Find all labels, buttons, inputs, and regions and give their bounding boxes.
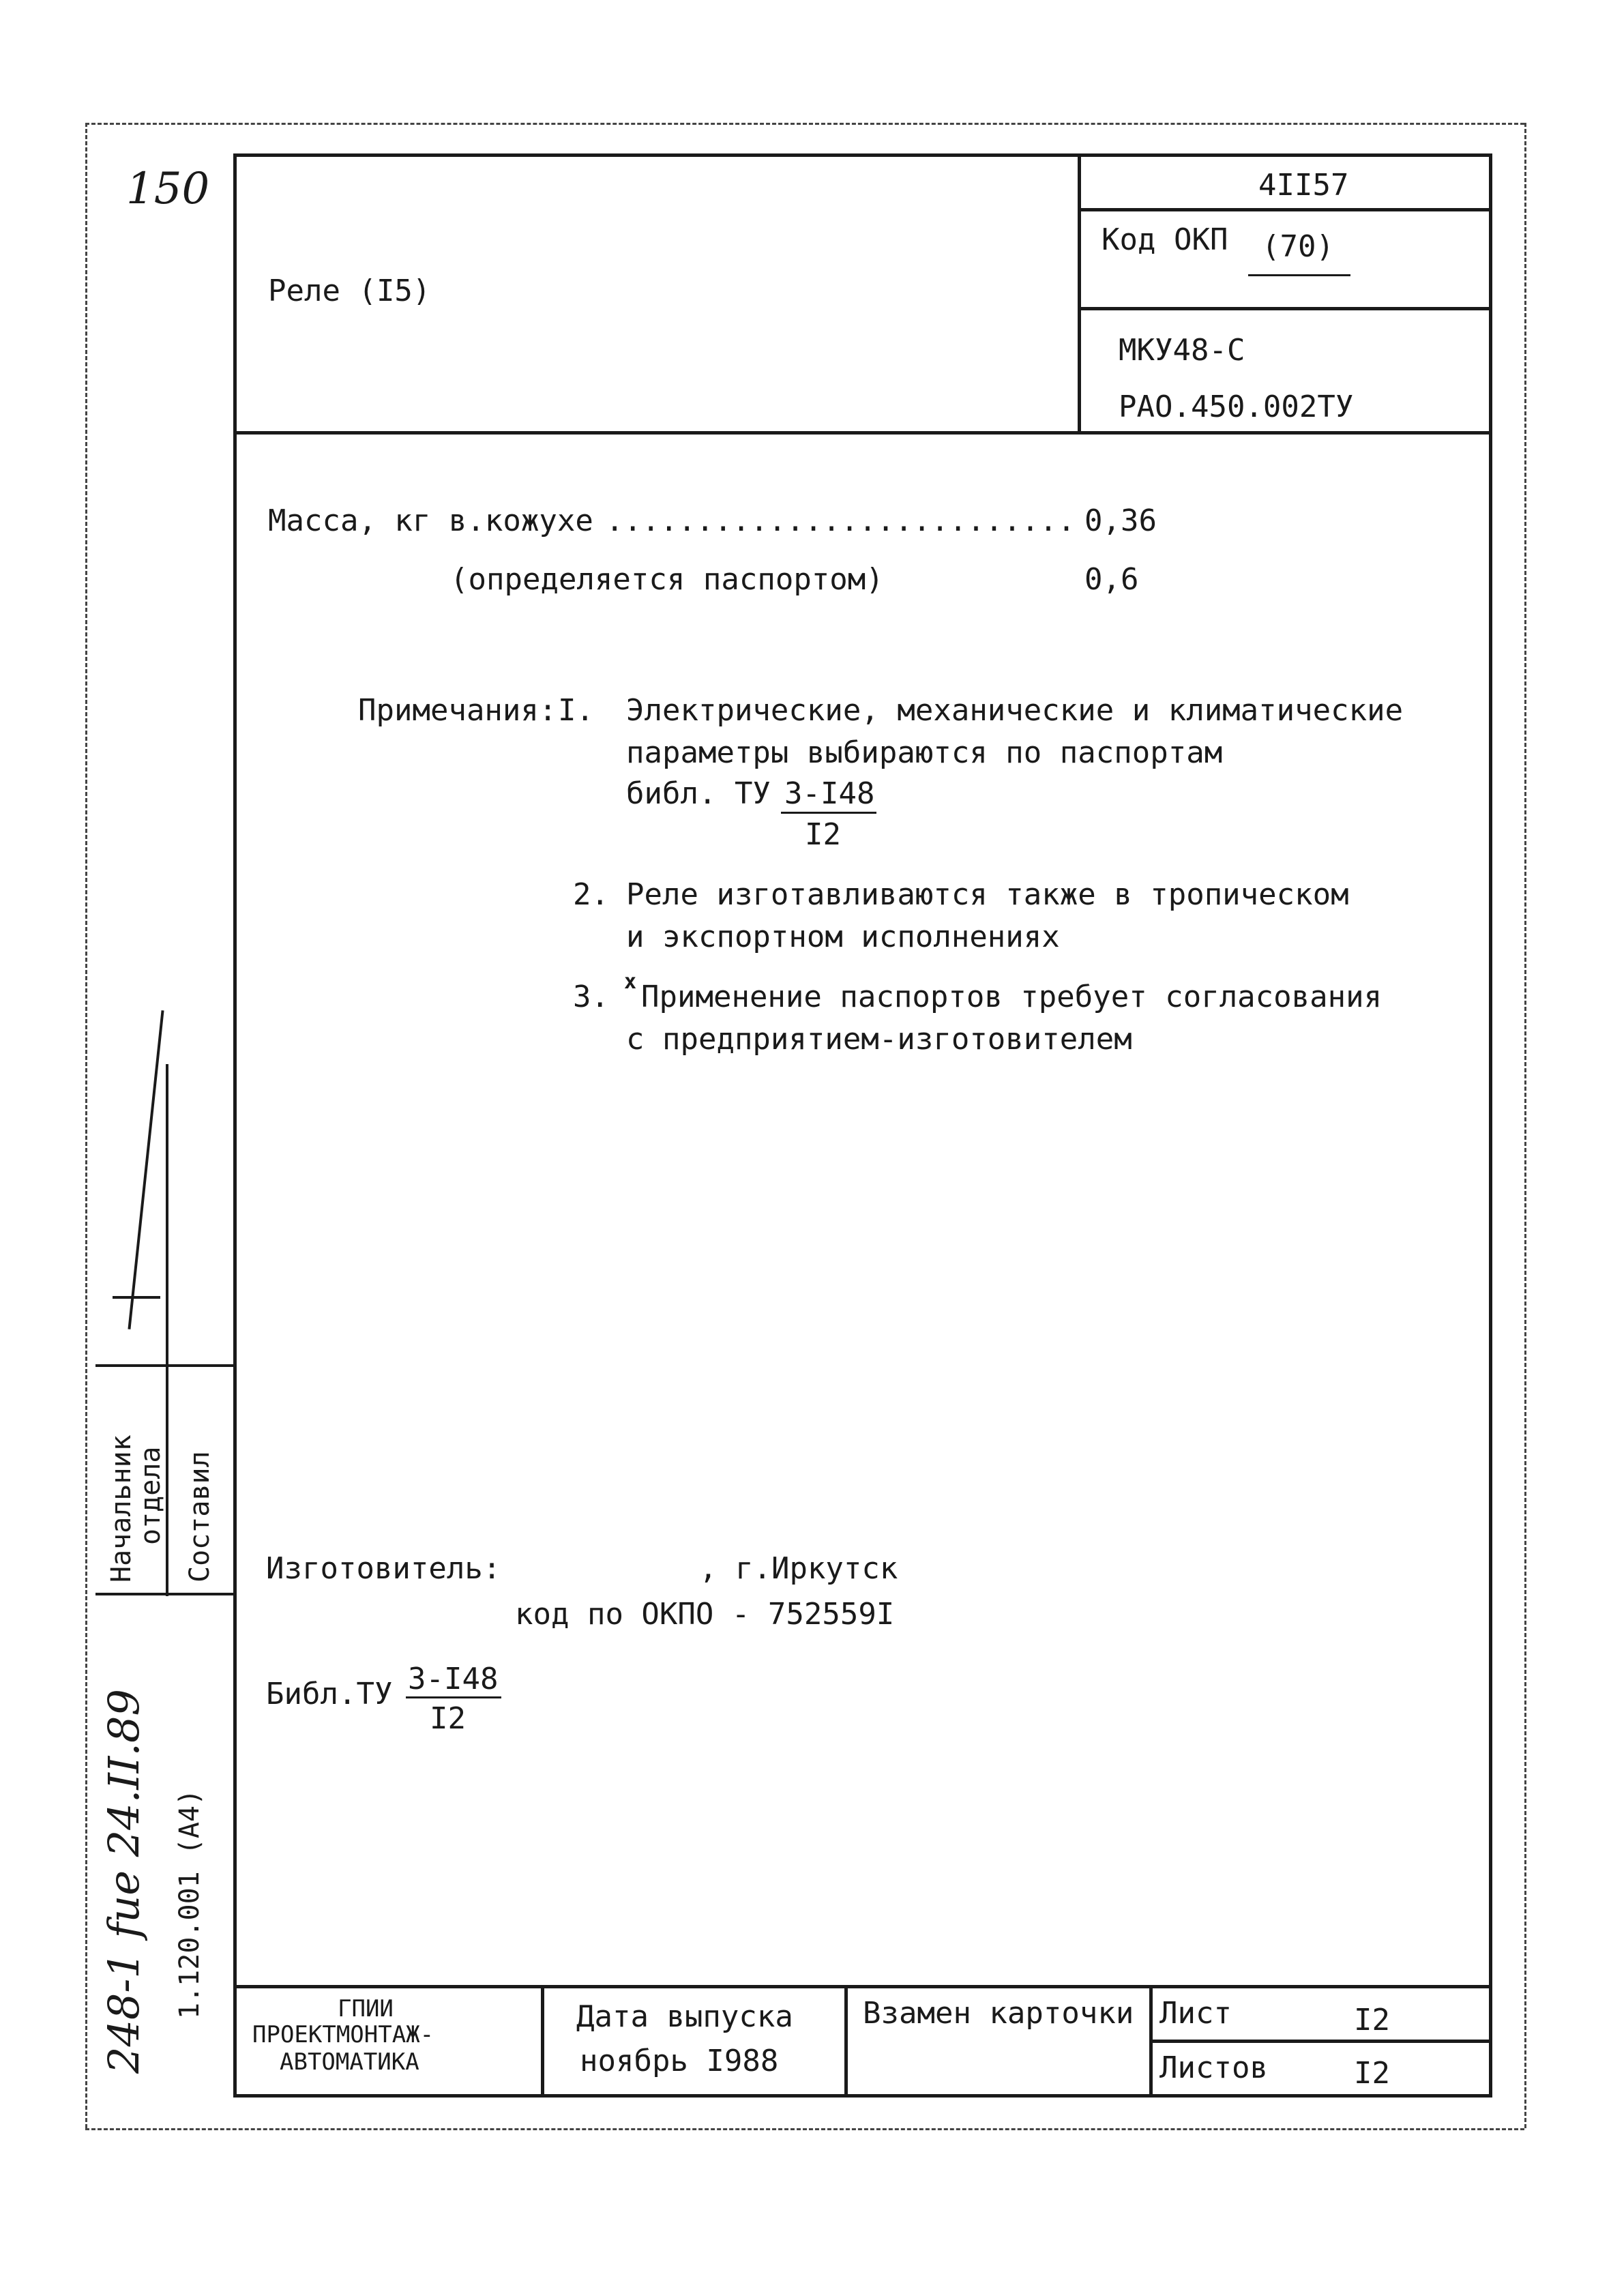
manufacturer-okpo: код по ОКПО - 752559I <box>515 1597 895 1632</box>
note-1-ref-numerator: 3-I48 <box>784 776 875 811</box>
side-handwritten-note: 248-1 fue 24.II.89 <box>99 1689 149 2074</box>
note-1-ref-prefix: библ. ТУ <box>626 776 771 811</box>
model: МКУ48-С <box>1119 333 1245 368</box>
frame-left <box>233 153 237 2098</box>
note-1-ref-denominator: I2 <box>805 817 841 852</box>
mass-leader: .......................... <box>606 503 1076 538</box>
note-3-line-1: Применение паспортов требует согласования <box>641 980 1383 1014</box>
margin-note: 150 <box>126 164 210 214</box>
side-line-bottom <box>95 1593 235 1595</box>
mass-value-2: 0,6 <box>1084 562 1139 597</box>
code-number: 4II57 <box>1258 168 1349 203</box>
okp-label: Код ОКП <box>1102 222 1228 257</box>
footer-divider-1 <box>541 1985 544 2098</box>
footer-sheet-value: I2 <box>1354 2003 1390 2037</box>
mass-note: (определяется паспортом) <box>450 562 884 597</box>
header-line-2 <box>1078 307 1492 310</box>
okp-value: (70) <box>1262 229 1334 264</box>
frame-right <box>1489 153 1492 2098</box>
note-2-line-1: Реле изготавливаются также в тропическом <box>626 877 1349 912</box>
footer-issue-label: Дата выпуска <box>576 1999 793 2034</box>
note-1-line-2: параметры выбираются по паспортам <box>626 735 1223 770</box>
footer-sheets-value: I2 <box>1354 2056 1390 2091</box>
note-2-number: 2. <box>573 877 609 912</box>
side-role-2: Составил <box>184 1451 216 1583</box>
note-3-line-2: с предприятием-изготовителем <box>626 1022 1132 1057</box>
side-handwritten-stroke <box>128 1010 164 1329</box>
side-role-1-line-2: отдела <box>135 1446 166 1545</box>
cut-line-left <box>85 123 87 2128</box>
tu-code: РАО.450.002ТУ <box>1119 389 1354 424</box>
frame-top <box>233 153 1492 157</box>
note-1-number: I. <box>558 693 594 728</box>
footer-sheets-label: Листов <box>1159 2050 1268 2085</box>
note-1-line-1: Электрические, механические и климатические <box>626 693 1404 728</box>
cut-line-bottom <box>85 2128 1524 2130</box>
footer-issue-date: ноябрь I988 <box>580 2044 779 2078</box>
footer-replace-label: Взамен карточки <box>863 1996 1134 2031</box>
footer-sheet-label: Лист <box>1159 1996 1232 2031</box>
notes-heading: Примечания: <box>358 693 557 728</box>
cut-line-top <box>85 123 1524 125</box>
side-role-1-line-1: Начальник <box>106 1434 137 1583</box>
header-line-1 <box>1078 208 1492 211</box>
footer-divider-2 <box>844 1985 848 2098</box>
header-divider <box>1078 153 1081 433</box>
library-numerator: 3-I48 <box>408 1662 499 1696</box>
library-fraction-bar <box>406 1696 501 1698</box>
header-title: Реле (I5) <box>268 274 431 308</box>
footer-org-line-3: АВТОМАТИКА <box>280 2048 419 2076</box>
note-1-fraction-bar <box>781 812 876 814</box>
footer-top-line <box>233 1985 1492 1988</box>
library-prefix: Библ.ТУ <box>266 1677 393 1711</box>
okp-underline <box>1248 274 1350 276</box>
side-line-top <box>95 1364 235 1367</box>
note-3-mark: x <box>624 970 637 994</box>
library-denominator: I2 <box>430 1701 466 1736</box>
header-bottom-line <box>233 431 1492 435</box>
footer-org-line-2: ПРОЕКТМОНТАЖ- <box>252 2021 434 2048</box>
footer-sheet-line <box>1149 2040 1492 2043</box>
mass-label: Масса, кг в.кожухе <box>268 503 593 538</box>
manufacturer-label: Изготовитель: <box>266 1551 501 1586</box>
side-signature-stroke <box>113 1296 160 1299</box>
cut-line-right <box>1524 123 1526 2128</box>
frame-bottom <box>233 2094 1492 2098</box>
manufacturer-city: , г.Иркутск <box>699 1551 898 1586</box>
mass-value-1: 0,36 <box>1084 503 1157 538</box>
footer-org-line-1: ГПИИ <box>338 1995 394 2022</box>
note-3-number: 3. <box>573 980 609 1014</box>
note-2-line-2: и экспортном исполнениях <box>626 919 1060 954</box>
side-doc-code: 1.120.001 (А4) <box>174 1789 205 2019</box>
